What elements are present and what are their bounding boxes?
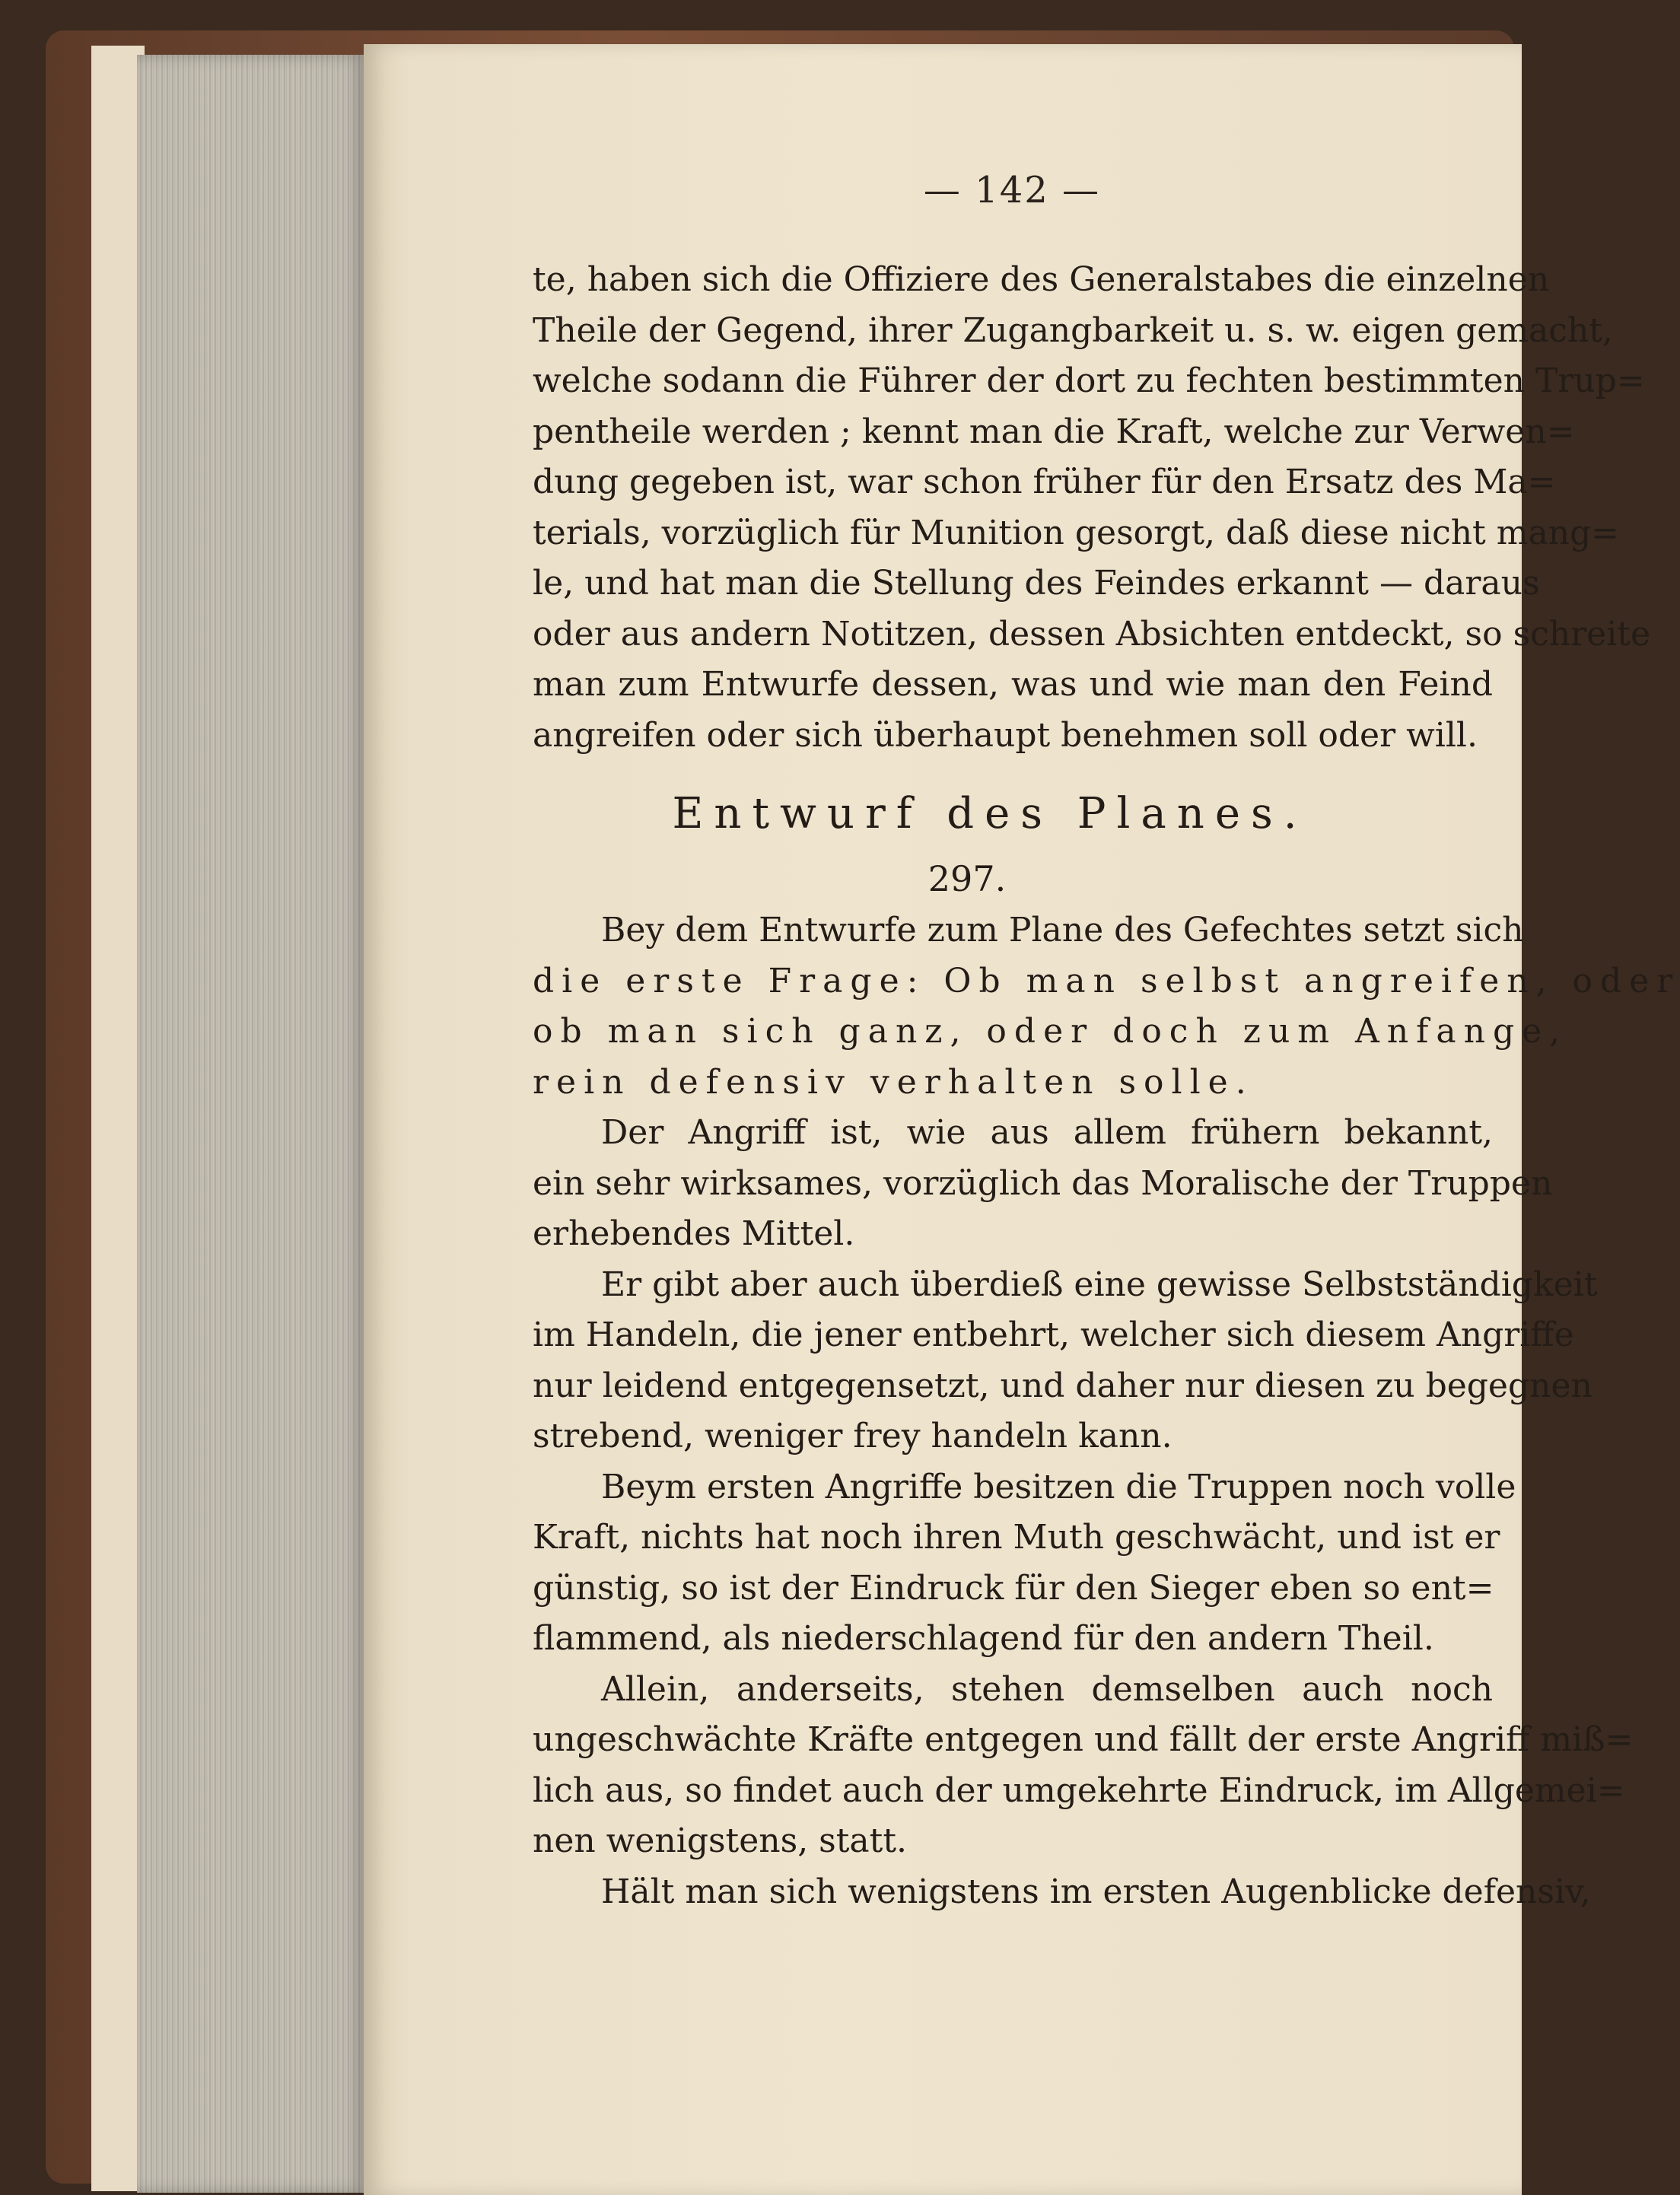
- page-stack-edge: [137, 55, 365, 2193]
- text-line: Theile der Gegend, ihrer Zugangbarkeit u. s. w. eigen gemacht,: [533, 310, 1613, 350]
- text-line: günstig, so ist der Eindruck für den Sieger eben so ent=: [533, 1568, 1494, 1608]
- section-heading: Entwurf des Planes.: [672, 789, 1308, 838]
- text-line: Allein, anderseits, stehen demselben auch noch: [601, 1669, 1493, 1709]
- text-line: welche sodann die Führer der dort zu fechten bestimmten Trup=: [533, 361, 1645, 400]
- text-line: rein defensiv verhalten solle.: [533, 1062, 1254, 1102]
- text-line: oder aus andern Notitzen, dessen Absichten entdeckt, so schreite: [533, 614, 1650, 654]
- text-line: Hält man sich wenigstens im ersten Augenblicke defensiv,: [601, 1872, 1591, 1911]
- text-line: die erste Frage: Ob man selbst angreifen, oder: [533, 961, 1680, 1000]
- text-line: terials, vorzüglich für Munition gesorgt, daß diese nicht mang=: [533, 513, 1620, 552]
- text-line: im Handeln, die jener entbehrt, welcher sich diesem Angriffe: [533, 1315, 1574, 1354]
- text-line: te, haben sich die Offiziere des Generalstabes die einzelnen: [533, 260, 1550, 299]
- text-line: strebend, weniger frey handeln kann.: [533, 1417, 1172, 1455]
- text-line: pentheile werden ; kennt man die Kraft, welche zur Verwen=: [533, 412, 1575, 451]
- text-line: lich aus, so findet auch der umgekehrte Eindruck, im Allgemei=: [533, 1770, 1625, 1810]
- text-line: ein sehr wirksames, vorzüglich das Moralische der Truppen: [533, 1163, 1553, 1203]
- text-line: Der Angriff ist, wie aus allem frühern bekannt,: [601, 1113, 1493, 1152]
- page-number: — 142 —: [923, 169, 1101, 212]
- text-line: angreifen oder sich überhaupt benehmen soll oder will.: [533, 715, 1478, 755]
- text-line: ob man sich ganz, oder doch zum Anfange,: [533, 1012, 1568, 1051]
- text-line: nur leidend entgegensetzt, und daher nur diesen zu begegnen: [533, 1366, 1592, 1405]
- text-line: flammend, als niederschlagend für den andern Theil.: [533, 1619, 1434, 1658]
- text-line: le, und hat man die Stellung des Feindes erkannt — daraus: [533, 564, 1540, 603]
- section-number: 297.: [928, 858, 1007, 899]
- text-line: man zum Entwurfe dessen, was und wie man den Feind: [533, 665, 1493, 704]
- page-text: [533, 255, 1680, 1917]
- text-line: Kraft, nichts hat noch ihren Muth geschwächt, und ist er: [533, 1518, 1500, 1557]
- text-line: Bey dem Entwurfe zum Plane des Gefechtes setzt sich: [601, 911, 1524, 950]
- text-line: nen wenigstens, statt.: [533, 1821, 908, 1860]
- text-line: Er gibt aber auch überdieß eine gewisse Selbstständigkeit: [601, 1265, 1598, 1304]
- text-line: dung gegeben ist, war schon früher für den Ersatz des Ma=: [533, 463, 1556, 501]
- text-line: ungeschwächte Kräfte entgegen und fällt der erste Angriff miß=: [533, 1720, 1634, 1759]
- text-line: erhebendes Mittel.: [533, 1214, 855, 1253]
- text-line: Beym ersten Angriffe besitzen die Truppen noch volle: [601, 1467, 1516, 1506]
